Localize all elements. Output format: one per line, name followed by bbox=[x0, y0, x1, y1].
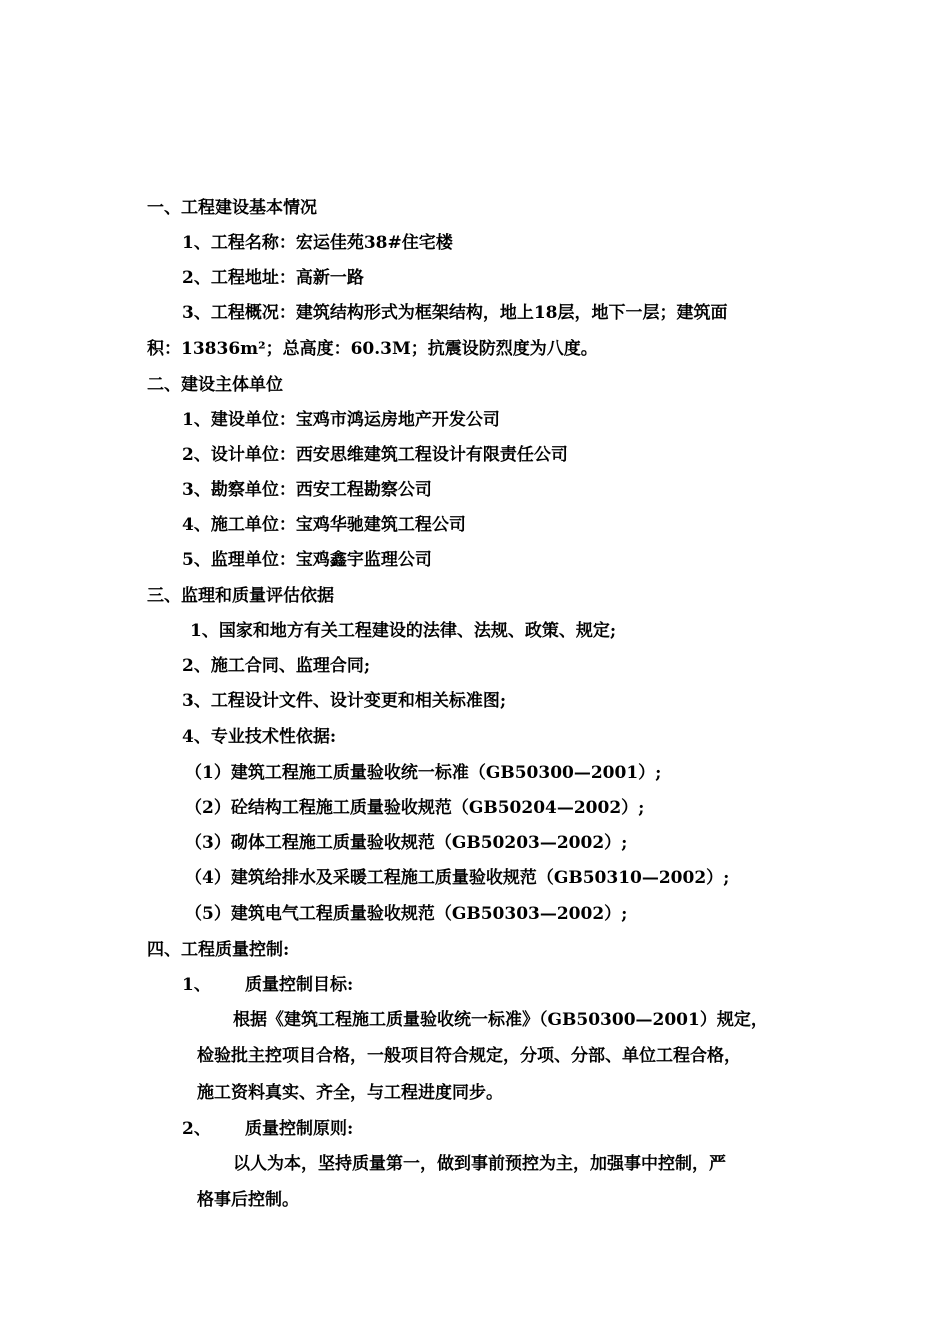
sub1-paragraph-line2: 检验批主控项目合格，一般项目符合规定，分项、分部、单位工程合格， bbox=[197, 1046, 741, 1066]
standard-1: （1）建筑工程施工质量验收统一标准（GB50300—2001）; bbox=[185, 763, 662, 783]
standard-4: （4）建筑给排水及采暖工程施工质量验收规范（GB50310—2002）; bbox=[185, 868, 730, 888]
basis-item-2: 2、施工合同、监理合同; bbox=[182, 656, 371, 676]
project-overview-line2: 积：13836m²；总高度：60.3M；抗震设防烈度为八度。 bbox=[147, 339, 598, 359]
basis-item-1: 1、国家和地方有关工程建设的法律、法规、政策、规定; bbox=[190, 621, 617, 641]
sub2-title: 质量控制原则: bbox=[245, 1119, 354, 1139]
project-name: 1、工程名称：宏运佳苑38#住宅楼 bbox=[182, 233, 453, 253]
section-3-heading: 三、监理和质量评估依据 bbox=[147, 586, 334, 606]
sub2-number: 2、 bbox=[182, 1119, 211, 1139]
section-2-heading: 二、建设主体单位 bbox=[147, 375, 283, 395]
sub1-title: 质量控制目标: bbox=[245, 975, 354, 995]
sub2-paragraph-line2: 格事后控制。 bbox=[197, 1190, 299, 1210]
sub1-paragraph-line1: 根据《建筑工程施工质量验收统一标准》（GB50300—2001）规定， bbox=[233, 1010, 768, 1030]
project-address: 2、工程地址：高新一路 bbox=[182, 268, 364, 288]
section-4-heading: 四、工程质量控制: bbox=[147, 940, 290, 960]
construction-unit: 1、建设单位：宝鸡市鸿运房地产开发公司 bbox=[182, 410, 500, 430]
basis-item-4: 4、专业技术性依据: bbox=[182, 727, 337, 747]
builder-unit: 4、施工单位：宝鸡华驰建筑工程公司 bbox=[182, 515, 466, 535]
standard-2: （2）砼结构工程施工质量验收规范（GB50204—2002）; bbox=[185, 798, 645, 818]
standard-3: （3）砌体工程施工质量验收规范（GB50203—2002）; bbox=[185, 833, 628, 853]
section-1-heading: 一、工程建设基本情况 bbox=[147, 198, 317, 218]
project-overview-line1: 3、工程概况：建筑结构形式为框架结构，地上18层，地下一层；建筑面 bbox=[182, 303, 728, 323]
design-unit: 2、设计单位：西安思维建筑工程设计有限责任公司 bbox=[182, 445, 568, 465]
sub1-paragraph-line3: 施工资料真实、齐全，与工程进度同步。 bbox=[197, 1083, 503, 1103]
survey-unit: 3、勘察单位：西安工程勘察公司 bbox=[182, 480, 432, 500]
sub2-paragraph-line1: 以人为本，坚持质量第一，做到事前预控为主，加强事中控制，严 bbox=[233, 1154, 726, 1174]
basis-item-3: 3、工程设计文件、设计变更和相关标准图; bbox=[182, 691, 507, 711]
standard-5: （5）建筑电气工程质量验收规范（GB50303—2002）; bbox=[185, 904, 628, 924]
supervision-unit: 5、监理单位：宝鸡鑫宇监理公司 bbox=[182, 550, 432, 570]
sub1-number: 1、 bbox=[182, 975, 211, 995]
